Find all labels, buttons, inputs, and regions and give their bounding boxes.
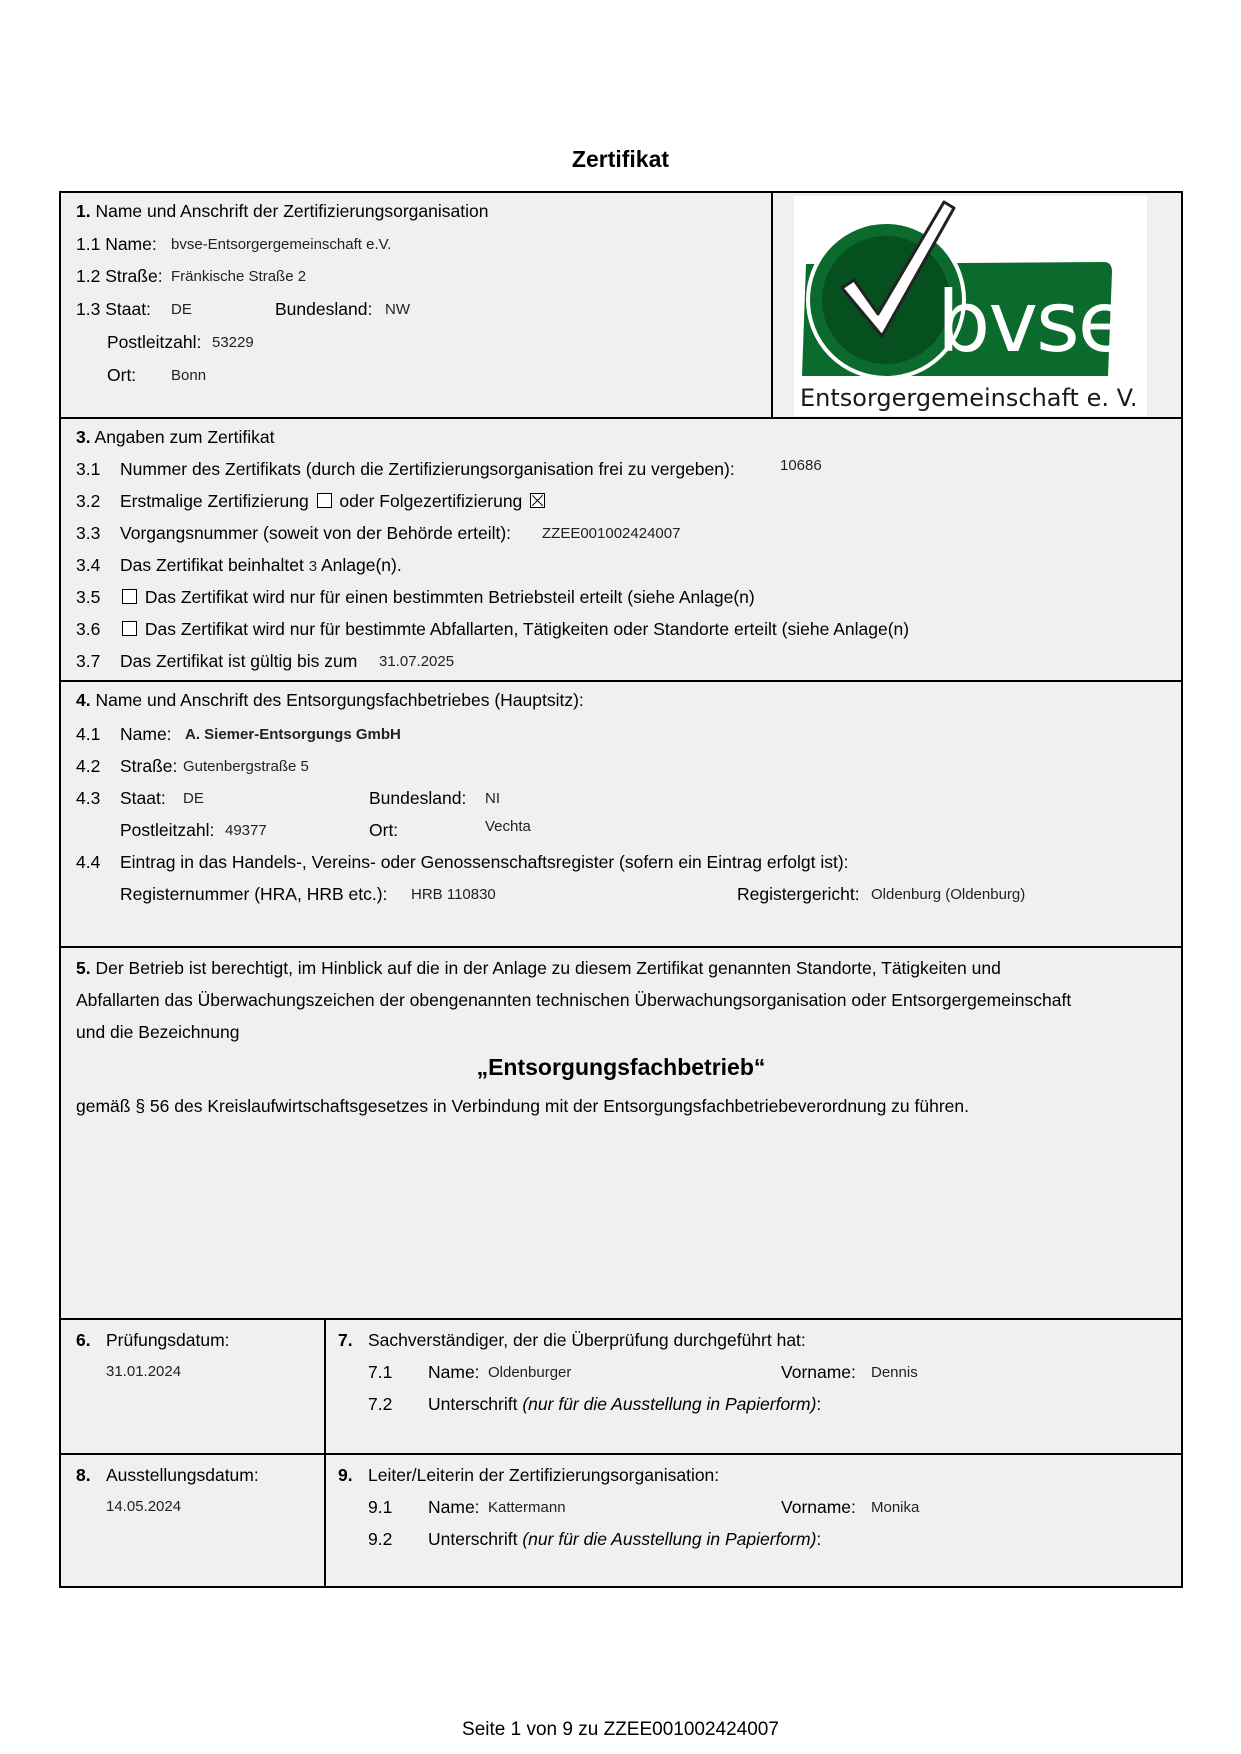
section-certification-org	[59, 191, 1183, 419]
section-waste-company	[59, 680, 1183, 948]
attachment-count: 3	[308, 558, 318, 575]
row-3-4-text: Das Zertifikat beinhaltet 3 Anlage(n).	[120, 555, 402, 575]
org-land-label: Bundesland:	[275, 299, 373, 319]
row-4-3-num: 4.3	[76, 788, 101, 808]
expert-firstname-label: Vorname:	[781, 1362, 856, 1382]
register-number-value: HRB 110830	[411, 886, 496, 903]
first-certification-checkbox[interactable]	[317, 493, 332, 508]
org-name-label: 1.1 Name:	[76, 234, 157, 254]
company-street-label: Straße:	[120, 756, 178, 776]
expert-name-value: Oldenburger	[488, 1364, 572, 1381]
org-street-value: Fränkische Straße 2	[171, 268, 307, 285]
section-authorization	[59, 946, 1183, 1129]
page-footer: Seite 1 von 9 zu ZZEE001002424007	[462, 1719, 779, 1740]
authorization-line-3: und die Bezeichnung	[76, 1022, 240, 1042]
bvse-logo	[794, 196, 1147, 416]
waste-types-checkbox[interactable]	[122, 621, 137, 636]
row-3-3-text: Vorgangsnummer (soweit von der Behörde erteilt):	[120, 523, 512, 543]
follow-certification-label: oder Folgezertifizierung	[339, 491, 523, 511]
org-head-name-num: 9.1	[368, 1497, 393, 1517]
row-3-2-text	[120, 491, 548, 512]
register-entry-text: Eintrag in das Handels-, Vereins- oder Genossenschaftsregister (sofern ein Eintrag erfolgt ist):	[120, 852, 849, 872]
procedure-number-value: ZZEE001002424007	[542, 525, 681, 542]
org-ort-value: Bonn	[171, 367, 207, 384]
first-certification-label: Erstmalige Zertifizierung	[120, 491, 309, 511]
row-3-7-num: 3.7	[76, 651, 101, 671]
section-3-heading: 3. Angaben zum Zertifikat	[76, 427, 275, 447]
company-street-value: Gutenbergstraße 5	[183, 758, 309, 775]
org-state-label: 1.3 Staat:	[76, 299, 151, 319]
row-3-7-text: Das Zertifikat ist gültig bis zum	[120, 651, 358, 671]
org-name-value: bvse-Entsorgergemeinschaft e.V.	[171, 236, 392, 253]
inspection-date-label: Prüfungsdatum:	[106, 1330, 230, 1350]
authorization-line-4: gemäß § 56 des Kreislaufwirtschaftsgesetzes in Verbindung mit der Entsorgungsfachbetriebeverordnung zu führen.	[76, 1096, 970, 1116]
expert-firstname-value: Dennis	[871, 1364, 918, 1381]
row-3-5-text: Das Zertifikat wird nur für einen bestimmten Betriebsteil erteilt (siehe Anlage(n)	[120, 587, 755, 608]
org-head-firstname-label: Vorname:	[781, 1497, 856, 1517]
company-ort-label: Ort:	[369, 820, 399, 840]
section-1-divider	[771, 193, 773, 419]
bvse-brand-text: bvse	[937, 273, 1128, 371]
company-land-label: Bundesland:	[369, 788, 467, 808]
org-head-signature-label: Unterschrift (nur für die Ausstellung in Papierform):	[428, 1529, 822, 1549]
company-ort-value: Vechta	[485, 818, 531, 835]
bvse-subtitle: Entsorgergemeinschaft e. V.	[800, 384, 1138, 412]
issue-date-label: Ausstellungsdatum:	[106, 1465, 259, 1485]
row-4-4-num: 4.4	[76, 852, 101, 872]
company-land-value: NI	[485, 790, 500, 807]
company-state-label: Staat:	[120, 788, 166, 808]
org-head-signature-num: 9.2	[368, 1529, 393, 1549]
register-court-value: Oldenburg (Oldenburg)	[871, 886, 1026, 903]
section-1-heading: 1. Name und Anschrift der Zertifizierungsorganisation	[76, 201, 489, 221]
section-expert	[324, 1318, 1183, 1455]
register-court-label: Registergericht:	[737, 884, 860, 904]
business-unit-checkbox[interactable]	[122, 589, 137, 604]
row-3-5-num: 3.5	[76, 587, 101, 607]
row-4-2-num: 4.2	[76, 756, 101, 776]
row-3-3-num: 3.3	[76, 523, 101, 543]
valid-until-value: 31.07.2025	[379, 653, 455, 670]
org-plz-label: Postleitzahl:	[107, 332, 202, 352]
expert-name-label: Name:	[428, 1362, 480, 1382]
company-name-label: Name:	[120, 724, 172, 744]
section-issue-date	[59, 1453, 326, 1588]
org-head-name-label: Name:	[428, 1497, 480, 1517]
row-3-2-num: 3.2	[76, 491, 101, 511]
authorization-line-1: 5. Der Betrieb ist berechtigt, im Hinblick auf die in der Anlage zu diesem Zertifikat genannten Standorte, Tätigkeiten und	[76, 958, 1001, 978]
row-3-4-num: 3.4	[76, 555, 101, 575]
row-3-1-text: Nummer des Zertifikats (durch die Zertifizierungsorganisation frei zu vergeben):	[120, 459, 735, 479]
follow-certification-checkbox[interactable]	[530, 493, 545, 508]
section-4-heading: 4. Name und Anschrift des Entsorgungsfachbetriebes (Hauptsitz):	[76, 690, 584, 710]
org-head-name-value: Kattermann	[488, 1499, 566, 1516]
org-head-num: 9.	[338, 1465, 353, 1485]
company-state-value: DE	[183, 790, 204, 807]
org-head-firstname-value: Monika	[871, 1499, 920, 1516]
org-state-value: DE	[171, 301, 192, 318]
certificate-number-value: 10686	[780, 457, 822, 474]
org-land-value: NW	[385, 301, 410, 318]
authorization-line-2: Abfallarten das Überwachungszeichen der obengenannten technischen Überwachungsorganisation oder Entsorgergemeinschaft	[76, 990, 1072, 1010]
expert-name-num: 7.1	[368, 1362, 393, 1382]
page-title: Zertifikat	[571, 146, 670, 172]
row-3-6-text: Das Zertifikat wird nur für bestimmte Abfallarten, Tätigkeiten oder Standorte erteilt (siehe Anlage(n)	[120, 619, 909, 640]
org-ort-label: Ort:	[107, 365, 137, 385]
company-plz-value: 49377	[225, 822, 267, 839]
row-3-6-num: 3.6	[76, 619, 101, 639]
company-plz-label: Postleitzahl:	[120, 820, 215, 840]
org-plz-value: 53229	[212, 334, 254, 351]
row-3-1-num: 3.1	[76, 459, 101, 479]
expert-signature-num: 7.2	[368, 1394, 393, 1414]
issue-date-value: 14.05.2024	[106, 1498, 182, 1515]
section-certificate-info	[59, 417, 1183, 682]
inspection-date-num: 6.	[76, 1330, 91, 1350]
expert-heading: Sachverständiger, der die Überprüfung durchgeführt hat:	[368, 1330, 806, 1350]
section-org-head	[324, 1453, 1183, 1588]
expert-signature-label: Unterschrift (nur für die Ausstellung in Papierform):	[428, 1394, 822, 1414]
row-4-1-num: 4.1	[76, 724, 101, 744]
designation-title: „Entsorgungsfachbetrieb“	[476, 1054, 766, 1080]
blank-area	[59, 1127, 1183, 1320]
expert-num: 7.	[338, 1330, 353, 1350]
inspection-date-value: 31.01.2024	[106, 1363, 182, 1380]
org-head-heading: Leiter/Leiterin der Zertifizierungsorganisation:	[368, 1465, 720, 1485]
register-number-label: Registernummer (HRA, HRB etc.):	[120, 884, 388, 904]
section-inspection-date	[59, 1318, 326, 1455]
issue-date-num: 8.	[76, 1465, 91, 1485]
company-name-value: A. Siemer-Entsorgungs GmbH	[185, 726, 401, 743]
org-street-label: 1.2 Straße:	[76, 266, 163, 286]
